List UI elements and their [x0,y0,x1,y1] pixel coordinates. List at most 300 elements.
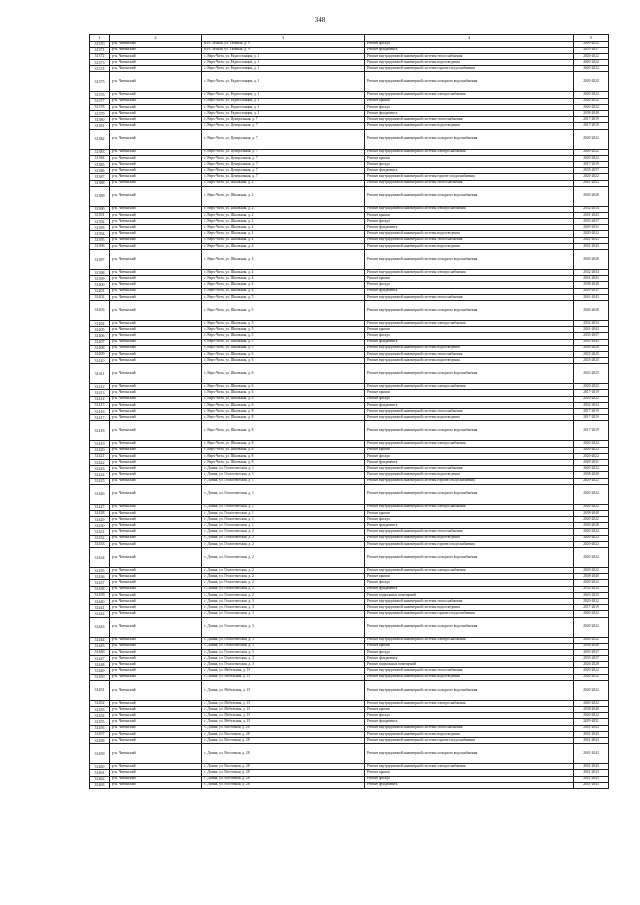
period-cell: 2020-2022 [574,129,609,149]
period-cell: 2032-2034 [574,206,609,212]
work-type-cell: Ремонт крыши [365,707,574,713]
address-cell: с. Домна, ул. Геологическая, д. 3 [202,656,365,662]
address-cell: с. Верх-Чита, ул. Школьная, д. 6 [202,396,365,402]
address-cell: с. Верх-Чита, ул. Радиостанция, д. 1 [202,53,365,59]
period-cell: 2041-2043 [574,327,609,333]
district-cell: р-н. Читинский [110,484,202,504]
district-cell: р-н. Читинский [110,782,202,788]
district-cell: р-н. Читинский [110,529,202,535]
row-number: 31417 [90,415,110,421]
district-cell: р-н. Читинский [110,617,202,637]
period-cell: 2020-2022 [574,611,609,617]
work-type-cell: Ремонт фундамента [365,168,574,174]
address-cell: с. Верх-Чита, ул. Школьная, д. 6 [202,364,365,384]
address-cell: с. Домна, ул. Геологическая, д. 1 [202,472,365,478]
work-type-cell: Ремонт внутридомовой инженерной системы электроснабжения [365,568,574,574]
work-type-cell: Ремонт внутридомовой инженерной системы теплоснабжения [365,466,574,472]
work-type-cell: Ремонт внутридомовой инженерной системы водоотведения [365,243,574,249]
district-cell: р-н. Читинский [110,250,202,270]
address-cell: с. Верх-Чита, ул. Школьная, д. 4 [202,276,365,282]
district-cell: р-н. Читинский [110,459,202,465]
row-number: 31421 [90,453,110,459]
district-cell: р-н. Читинский [110,662,202,668]
period-cell: 2029-2031 [574,459,609,465]
row-number: 31376 [90,92,110,98]
address-cell: с. Домна, ул. Мебельная, д. 15 [202,680,365,700]
period-cell: 2041-2043 [574,243,609,249]
period-cell: 2020-2022 [574,149,609,155]
work-type-cell: Ремонт фундамента [365,656,574,662]
address-cell: с. Верх-Чита, ул. Школьная, д. 2 [202,231,365,237]
work-type-cell: Ремонт крыши [365,643,574,649]
work-type-cell: Ремонт фасада [365,649,574,655]
row-number: 31453 [90,707,110,713]
row-number: 31392 [90,219,110,225]
district-cell: р-н. Читинский [110,270,202,276]
row-number: 31382 [90,129,110,149]
row-number: 31425 [90,478,110,484]
period-cell: 2041-2043 [574,776,609,782]
row-number: 31405 [90,327,110,333]
address-cell: с. Домна, ул. Геологическая, д. 2 [202,580,365,586]
period-cell: 2020-2022 [574,231,609,237]
row-number: 31400 [90,282,110,288]
work-type-cell: Ремонт внутридомовой инженерной системы горячего водоснабжения [365,611,574,617]
period-cell: 2020-2022 [574,568,609,574]
address-cell: с. Верх-Чита, ул. Школьная, д. 2 [202,212,365,218]
address-cell: с. Домна, ул. Геологическая, д. 1 [202,517,365,523]
district-cell: р-н. Читинский [110,282,202,288]
district-cell: р-н. Читинский [110,47,202,53]
work-type-cell: Ремонт фундамента [365,111,574,117]
period-cell: 2026-2028 [574,662,609,668]
period-cell: 2020-2022 [574,174,609,180]
district-cell: р-н. Читинский [110,186,202,206]
address-cell: с. Домна, ул. Восточная, д. 28 [202,737,365,743]
work-type-cell: Ремонт фундамента [365,47,574,53]
row-number: 31418 [90,421,110,441]
address-cell: с. Верх-Чита, ул. Школьная, д. 6 [202,390,365,396]
district-cell: р-н. Читинский [110,643,202,649]
district-cell: р-н. Читинский [110,548,202,568]
address-cell: с. Верх-Чита, ул. Школьная, д. 2 [202,180,365,186]
row-number: 31455 [90,719,110,725]
work-type-cell: Ремонт фундамента [365,719,574,725]
period-cell: 2020-2022 [574,674,609,680]
work-type-cell: Ремонт внутридомовой инженерной системы водоотведения [365,731,574,737]
district-cell: р-н. Читинский [110,351,202,357]
district-cell: р-н. Читинский [110,66,202,72]
district-cell: р-н. Читинский [110,327,202,333]
row-number: 31434 [90,548,110,568]
row-number: 31450 [90,674,110,680]
address-cell: с. Домна, ул. Мебельная, д. 15 [202,719,365,725]
row-number: 31403 [90,300,110,320]
row-number: 31430 [90,523,110,529]
row-number: 31448 [90,662,110,668]
row-number: 31415 [90,402,110,408]
period-cell: 2026-2028 [574,300,609,320]
page-number: 348 [314,16,326,24]
column-header: 3 [202,35,365,42]
row-number: 31390 [90,206,110,212]
period-cell: 2035-2037 [574,649,609,655]
period-cell: 2038-2040 [574,472,609,478]
row-number: 31374 [90,66,110,72]
address-cell: п/ст. Лесная, ул. Таежная, д. 9 [202,47,365,53]
work-type-cell: Ремонт внутридомовой инженерной системы водоотведения [365,605,574,611]
district-cell: р-н. Читинский [110,770,202,776]
work-type-cell: Ремонт фундамента [365,402,574,408]
work-type-cell: Ремонт фасада [365,396,574,402]
period-cell: 2020-2022 [574,53,609,59]
district-cell: р-н. Читинский [110,111,202,117]
row-number: 31413 [90,390,110,396]
period-cell: 2020-2022 [574,441,609,447]
row-number: 31386 [90,168,110,174]
district-cell: р-н. Читинский [110,656,202,662]
address-cell: п/ст. Лесная, ул. Таежная, д. 9 [202,41,365,47]
district-cell: р-н. Читинский [110,472,202,478]
district-cell: р-н. Читинский [110,53,202,59]
address-cell: с. Верх-Чита, ул. Радиостанция, д. 1 [202,66,365,72]
row-number: 31408 [90,345,110,351]
row-number: 31445 [90,643,110,649]
work-type-cell: Ремонт фундамента [365,782,574,788]
address-cell: с. Верх-Чита, ул. Школьная, д. 5 [202,327,365,333]
row-number: 31438 [90,586,110,592]
row-number: 31416 [90,409,110,415]
work-type-cell: Ремонт внутридомовой инженерной системы холодного водоснабжения [365,129,574,149]
row-number: 31409 [90,351,110,357]
district-cell: р-н. Читинский [110,586,202,592]
work-type-cell: Ремонт фасада [365,104,574,110]
period-cell: 2020-2022 [574,617,609,637]
address-cell: с. Верх-Чита, ул. Школьная, д. 8 [202,415,365,421]
district-cell: р-н. Читинский [110,668,202,674]
period-cell: 2029-2031 [574,719,609,725]
period-cell: 2020-2022 [574,517,609,523]
address-cell: с. Верх-Чита, ул. Радиостанция, д. 1 [202,98,365,104]
address-cell: с. Верх-Чита, ул. Школьная, д. 4 [202,250,365,270]
work-type-cell: Ремонт внутридомовой инженерной системы теплоснабжения [365,351,574,357]
period-cell: 2020-2022 [574,453,609,459]
period-cell: 2038-2040 [574,510,609,516]
row-number: 31459 [90,744,110,764]
work-type-cell: Ремонт внутридомовой инженерной системы электроснабжения [365,764,574,770]
work-type-cell: Ремонт внутридомовой инженерной системы холодного водоснабжения [365,250,574,270]
row-number: 31377 [90,98,110,104]
period-cell: 2023-2025 [574,351,609,357]
row-number: 31398 [90,270,110,276]
work-type-cell: Ремонт фундамента [365,459,574,465]
address-cell: с. Домна, ул. Восточная, д. 28 [202,764,365,770]
district-cell: р-н. Читинский [110,41,202,47]
row-number: 31457 [90,731,110,737]
work-type-cell: Ремонт крыши [365,574,574,580]
table-row [90,72,609,92]
period-cell: 2020-2022 [574,447,609,453]
table-row [90,421,609,441]
district-cell: р-н. Читинский [110,409,202,415]
period-cell: 2041-2043 [574,339,609,345]
period-cell: 2017-2019 [574,605,609,611]
period-cell: 2017-2019 [574,409,609,415]
period-cell: 2035-2037 [574,168,609,174]
district-cell: р-н. Читинский [110,478,202,484]
period-cell: 2041-2043 [574,276,609,282]
address-cell: с. Домна, ул. Восточная, д. 28 [202,770,365,776]
period-cell: 2035-2037 [574,47,609,53]
address-cell: с. Домна, ул. Геологическая, д. 2 [202,592,365,598]
district-cell: р-н. Читинский [110,680,202,700]
work-type-cell: Ремонт внутридомовой инженерной системы холодного водоснабжения [365,421,574,441]
work-type-cell: Ремонт фасада [365,333,574,339]
district-cell: р-н. Читинский [110,649,202,655]
address-cell: с. Домна, ул. Геологическая, д. 2 [202,541,365,547]
row-number: 31439 [90,592,110,598]
work-type-cell: Ремонт внутридомовой инженерной системы электроснабжения [365,700,574,706]
work-type-cell: Ремонт внутридомовой инженерной системы холодного водоснабжения [365,72,574,92]
row-number: 31424 [90,472,110,478]
row-number: 31404 [90,320,110,326]
work-type-cell: Ремонт внутридомовой инженерной системы теплоснабжения [365,598,574,604]
district-cell: р-н. Читинский [110,231,202,237]
work-type-cell: Ремонт внутридомовой инженерной системы электроснабжения [365,384,574,390]
row-number: 31387 [90,174,110,180]
row-number: 31407 [90,339,110,345]
address-cell: с. Верх-Чита, ул. Центральная, д. 7 [202,129,365,149]
work-type-cell: Ремонт внутридомовой инженерной системы горячего водоснабжения [365,478,574,484]
work-type-cell: Ремонт внутридомовой инженерной системы теплоснабжения [365,180,574,186]
row-number: 31426 [90,484,110,504]
work-type-cell: Ремонт внутридомовой инженерной системы водоотведения [365,231,574,237]
address-cell: с. Верх-Чита, ул. Центральная, д. 7 [202,174,365,180]
district-cell: р-н. Читинский [110,212,202,218]
period-cell: 2041-2043 [574,731,609,737]
column-header: 1 [90,35,110,42]
address-cell: с. Верх-Чита, ул. Школьная, д. 8 [202,453,365,459]
address-cell: с. Домна, ул. Геологическая, д. 3 [202,598,365,604]
work-type-cell: Ремонт подвальных помещений [365,662,574,668]
row-number: 31446 [90,649,110,655]
work-type-cell: Ремонт внутридомовой инженерной системы электроснабжения [365,320,574,326]
work-type-cell: Ремонт внутридомовой инженерной системы холодного водоснабжения [365,186,574,206]
district-cell: р-н. Читинский [110,358,202,364]
address-cell: с. Верх-Чита, ул. Радиостанция, д. 1 [202,72,365,92]
address-cell: с. Домна, ул. Геологическая, д. 1 [202,478,365,484]
row-number: 31463 [90,782,110,788]
row-number: 31431 [90,529,110,535]
row-number: 31429 [90,517,110,523]
district-cell: р-н. Читинский [110,674,202,680]
period-cell: 2017-2019 [574,421,609,441]
district-cell: р-н. Читинский [110,415,202,421]
district-cell: р-н. Читинский [110,129,202,149]
address-cell: с. Верх-Чита, ул. Центральная, д. 7 [202,123,365,129]
district-cell: р-н. Читинский [110,333,202,339]
district-cell: р-н. Читинский [110,504,202,510]
address-cell: с. Верх-Чита, ул. Школьная, д. 2 [202,186,365,206]
period-cell: 2038-2040 [574,643,609,649]
period-cell: 2038-2040 [574,574,609,580]
work-type-cell: Ремонт внутридомовой инженерной системы горячего водоснабжения [365,174,574,180]
period-cell: 2041-2043 [574,737,609,743]
district-cell: р-н. Читинский [110,713,202,719]
period-cell: 2032-2034 [574,270,609,276]
address-cell: с. Верх-Чита, ул. Школьная, д. 5 [202,339,365,345]
row-number: 31428 [90,510,110,516]
address-cell: с. Домна, ул. Геологическая, д. 1 [202,484,365,504]
work-type-cell: Ремонт внутридомовой инженерной системы теплоснабжения [365,725,574,731]
work-type-cell: Ремонт фасада [365,453,574,459]
row-number: 31388 [90,180,110,186]
row-number: 31393 [90,225,110,231]
work-type-cell: Ремонт фундамента [365,288,574,294]
district-cell: р-н. Читинский [110,447,202,453]
row-number: 31422 [90,459,110,465]
period-cell: 2035-2037 [574,333,609,339]
district-cell: р-н. Читинский [110,149,202,155]
district-cell: р-н. Читинский [110,174,202,180]
period-cell: 2020-2022 [574,466,609,472]
row-number: 31420 [90,447,110,453]
period-cell: 2035-2037 [574,219,609,225]
work-type-cell: Ремонт фасада [365,776,574,782]
address-cell: с. Домна, ул. Геологическая, д. 2 [202,535,365,541]
district-cell: р-н. Читинский [110,243,202,249]
period-cell: 2026-2028 [574,250,609,270]
period-cell: 2029-2031 [574,288,609,294]
period-cell: 2020-2022 [574,598,609,604]
address-cell: с. Домна, ул. Геологическая, д. 3 [202,605,365,611]
table-row [90,680,609,700]
address-cell: с. Верх-Чита, ул. Школьная, д. 4 [202,282,365,288]
district-cell: р-н. Читинский [110,206,202,212]
district-cell: р-н. Читинский [110,161,202,167]
work-type-cell: Ремонт фундамента [365,523,574,529]
period-cell: 2020-2022 [574,384,609,390]
work-type-cell: Ремонт внутридомовой инженерной системы холодного водоснабжения [365,364,574,384]
district-cell: р-н. Читинский [110,453,202,459]
row-number: 31411 [90,364,110,384]
row-number: 31373 [90,60,110,66]
period-cell: 2032-2034 [574,320,609,326]
address-cell: с. Домна, ул. Геологическая, д. 2 [202,568,365,574]
district-cell: р-н. Читинский [110,737,202,743]
row-number: 31385 [90,161,110,167]
period-cell: 2017-2019 [574,390,609,396]
work-type-cell: Ремонт внутридомовой инженерной системы водоотведения [365,674,574,680]
row-number: 31451 [90,680,110,700]
address-cell: с. Верх-Чита, ул. Школьная, д. 8 [202,421,365,441]
address-cell: с. Верх-Чита, ул. Радиостанция, д. 1 [202,111,365,117]
row-number: 31384 [90,155,110,161]
table-row [90,364,609,384]
district-cell: р-н. Читинский [110,611,202,617]
row-number: 31396 [90,243,110,249]
period-cell: 2026-2022 [574,637,609,643]
period-cell: 2020-2022 [574,484,609,504]
address-cell: с. Верх-Чита, ул. Школьная, д. 5 [202,320,365,326]
address-cell: с. Верх-Чита, ул. Школьная, д. 8 [202,409,365,415]
address-cell: с. Домна, ул. Восточная, д. 28 [202,725,365,731]
district-cell: р-н. Читинский [110,580,202,586]
district-cell: р-н. Читинский [110,535,202,541]
row-number: 31389 [90,186,110,206]
work-type-cell: Ремонт внутридомовой инженерной системы холодного водоснабжения [365,680,574,700]
table-body [90,41,609,788]
work-type-cell: Ремонт внутридомовой инженерной системы электроснабжения [365,637,574,643]
work-type-cell: Ремонт крыши [365,327,574,333]
row-number: 31406 [90,333,110,339]
district-cell: р-н. Читинский [110,764,202,770]
row-number: 31461 [90,770,110,776]
period-cell: 2020-2022 [574,700,609,706]
address-cell: с. Верх-Чита, ул. Школьная, д. 5 [202,294,365,300]
district-cell: р-н. Читинский [110,98,202,104]
row-number: 31454 [90,713,110,719]
work-type-cell: Ремонт внутридомовой инженерной системы теплоснабжения [365,294,574,300]
period-cell: 2041-2043 [574,237,609,243]
address-cell: с. Домна, ул. Мебельная, д. 15 [202,707,365,713]
work-type-cell: Ремонт внутридомовой инженерной системы водоотведения [365,535,574,541]
period-cell: 2020-2022 [574,60,609,66]
row-number: 31444 [90,637,110,643]
work-type-cell: Ремонт внутридомовой инженерной системы горячего водоснабжения [365,737,574,743]
district-cell: р-н. Читинский [110,294,202,300]
work-type-cell: Ремонт фундамента [365,225,574,231]
work-type-cell: Ремонт фасада [365,580,574,586]
period-cell: 2038-2040 [574,282,609,288]
column-header: 2 [110,35,202,42]
address-cell: с. Верх-Чита, ул. Школьная, д. 2 [202,225,365,231]
work-type-cell: Ремонт внутридомовой инженерной системы водоотведения [365,358,574,364]
address-cell: с. Домна, ул. Геологическая, д. 2 [202,548,365,568]
district-cell: р-н. Читинский [110,725,202,731]
period-cell: 2035-2037 [574,656,609,662]
row-number: 31458 [90,737,110,743]
row-number: 31380 [90,117,110,123]
row-number: 31427 [90,504,110,510]
work-type-cell: Ремонт внутридомовой инженерной системы водоотведения [365,415,574,421]
row-number: 31378 [90,104,110,110]
period-cell: 2020-2022 [574,713,609,719]
row-number: 31460 [90,764,110,770]
district-cell: р-н. Читинский [110,523,202,529]
period-cell: 2020-2022 [574,155,609,161]
address-cell: с. Верх-Чита, ул. Школьная, д. 6 [202,358,365,364]
work-type-cell: Ремонт крыши [365,447,574,453]
row-number: 31441 [90,605,110,611]
work-type-cell: Ремонт внутридомовой инженерной системы теплоснабжения [365,529,574,535]
repair-schedule-table [89,34,609,789]
table-row [90,250,609,270]
work-type-cell: Ремонт крыши [365,510,574,516]
district-cell: р-н. Читинский [110,345,202,351]
period-cell: 2017-2019 [574,123,609,129]
period-cell: 2020-2022 [574,66,609,72]
address-cell: с. Домна, ул. Геологическая, д. 3 [202,643,365,649]
period-cell: 2029-2031 [574,225,609,231]
address-cell: с. Домна, ул. Восточная, д. 28 [202,776,365,782]
period-cell: 2020-2022 [574,478,609,484]
row-number: 31370 [90,41,110,47]
row-number: 31375 [90,72,110,92]
address-cell: с. Верх-Чита, ул. Центральная, д. 7 [202,155,365,161]
work-type-cell: Ремонт фасада [365,41,574,47]
row-number: 31423 [90,466,110,472]
